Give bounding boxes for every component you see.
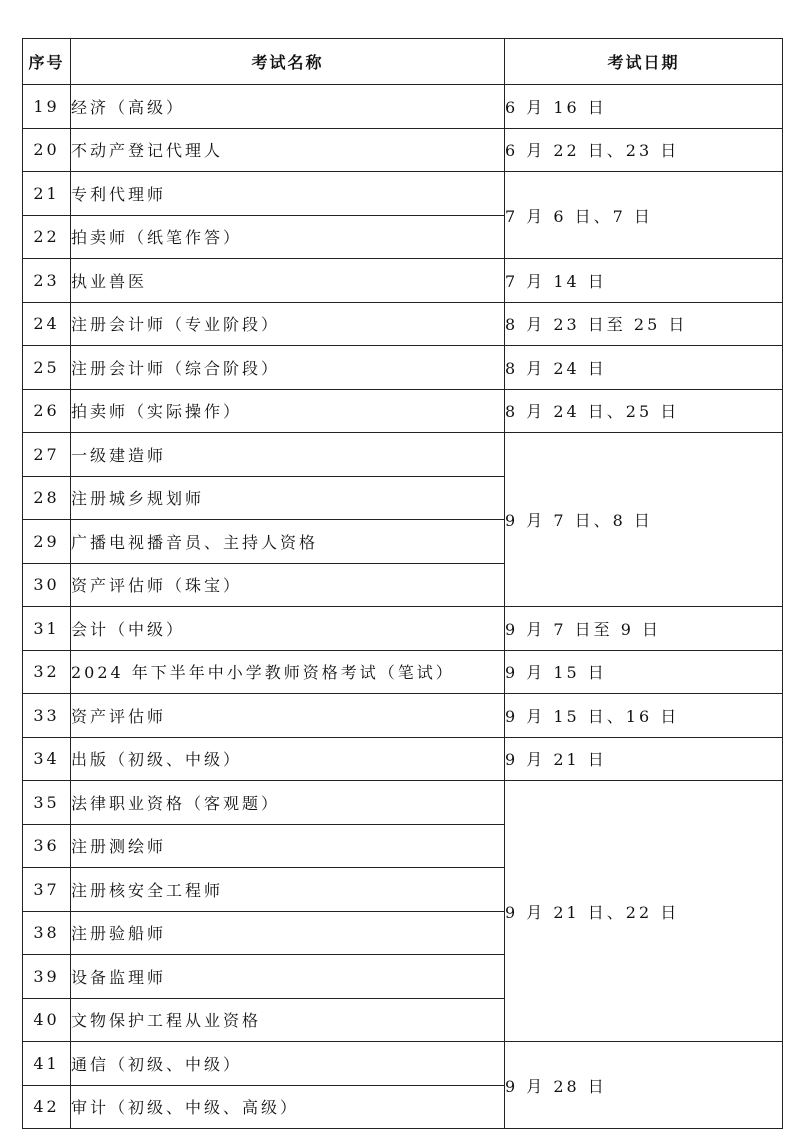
exam-name: 出版（初级、中级）: [71, 737, 505, 781]
row-number: 35: [23, 781, 71, 825]
table-row: [23, 607, 783, 651]
row-number: 28: [23, 476, 71, 520]
exam-name: 执业兽医: [71, 259, 505, 303]
exam-name: 注册会计师（综合阶段）: [71, 346, 505, 390]
table-row: [23, 389, 783, 433]
exam-name: 注册会计师（专业阶段）: [71, 302, 505, 346]
row-number: 27: [23, 433, 71, 477]
exam-date: 9 月 28 日: [505, 1042, 783, 1129]
row-number: 19: [23, 85, 71, 129]
row-number: 33: [23, 694, 71, 738]
exam-name: 资产评估师: [71, 694, 505, 738]
table-row: [23, 128, 783, 172]
exam-date: 6 月 16 日: [505, 85, 783, 129]
exam-date: 8 月 24 日: [505, 346, 783, 390]
row-number: 22: [23, 215, 71, 259]
row-number: 20: [23, 128, 71, 172]
exam-name: 广播电视播音员、主持人资格: [71, 520, 505, 564]
row-number: 38: [23, 911, 71, 955]
exam-date: 7 月 6 日、7 日: [505, 172, 783, 259]
table-row: [23, 650, 783, 694]
header-exam-name: 考试名称: [71, 39, 505, 85]
row-number: 25: [23, 346, 71, 390]
row-number: 42: [23, 1085, 71, 1129]
exam-date: 9 月 15 日、16 日: [505, 694, 783, 738]
row-number: 37: [23, 868, 71, 912]
exam-date: 9 月 7 日、8 日: [505, 433, 783, 607]
exam-date: 9 月 21 日: [505, 737, 783, 781]
exam-date: 8 月 23 日至 25 日: [505, 302, 783, 346]
row-number: 21: [23, 172, 71, 216]
exam-name: 2024 年下半年中小学教师资格考试（笔试）: [71, 650, 505, 694]
row-number: 39: [23, 955, 71, 999]
row-number: 40: [23, 998, 71, 1042]
row-number: 32: [23, 650, 71, 694]
exam-name: 不动产登记代理人: [71, 128, 505, 172]
table-row: [23, 433, 783, 477]
exam-name: 文物保护工程从业资格: [71, 998, 505, 1042]
exam-name: 会计（中级）: [71, 607, 505, 651]
exam-name: 一级建造师: [71, 433, 505, 477]
exam-name: 资产评估师（珠宝）: [71, 563, 505, 607]
exam-date: 9 月 15 日: [505, 650, 783, 694]
exam-name: 经济（高级）: [71, 85, 505, 129]
exam-name: 注册城乡规划师: [71, 476, 505, 520]
table-row: [23, 85, 783, 129]
row-number: 36: [23, 824, 71, 868]
header-row: [23, 39, 783, 85]
header-number: 序号: [23, 39, 71, 85]
table-row: [23, 302, 783, 346]
exam-name: 拍卖师（实际操作）: [71, 389, 505, 433]
exam-name: 通信（初级、中级）: [71, 1042, 505, 1086]
exam-date: 9 月 7 日至 9 日: [505, 607, 783, 651]
exam-name: 拍卖师（纸笔作答）: [71, 215, 505, 259]
exam-name: 注册测绘师: [71, 824, 505, 868]
table-row: [23, 1042, 783, 1086]
exam-date: 7 月 14 日: [505, 259, 783, 303]
row-number: 41: [23, 1042, 71, 1086]
table-row: [23, 694, 783, 738]
table-row: [23, 346, 783, 390]
exam-name: 注册验船师: [71, 911, 505, 955]
table-row: [23, 172, 783, 216]
exam-date: 6 月 22 日、23 日: [505, 128, 783, 172]
exam-schedule-table: [22, 38, 783, 1129]
exam-name: 专利代理师: [71, 172, 505, 216]
exam-name: 法律职业资格（客观题）: [71, 781, 505, 825]
exam-date: 9 月 21 日、22 日: [505, 781, 783, 1042]
row-number: 29: [23, 520, 71, 564]
row-number: 34: [23, 737, 71, 781]
row-number: 26: [23, 389, 71, 433]
exam-name: 注册核安全工程师: [71, 868, 505, 912]
header-exam-date: 考试日期: [505, 39, 783, 85]
table-row: [23, 781, 783, 825]
row-number: 23: [23, 259, 71, 303]
row-number: 30: [23, 563, 71, 607]
row-number: 24: [23, 302, 71, 346]
exam-name: 设备监理师: [71, 955, 505, 999]
row-number: 31: [23, 607, 71, 651]
table-body: [23, 85, 783, 1129]
exam-date: 8 月 24 日、25 日: [505, 389, 783, 433]
table-row: [23, 259, 783, 303]
table-row: [23, 737, 783, 781]
exam-name: 审计（初级、中级、高级）: [71, 1085, 505, 1129]
